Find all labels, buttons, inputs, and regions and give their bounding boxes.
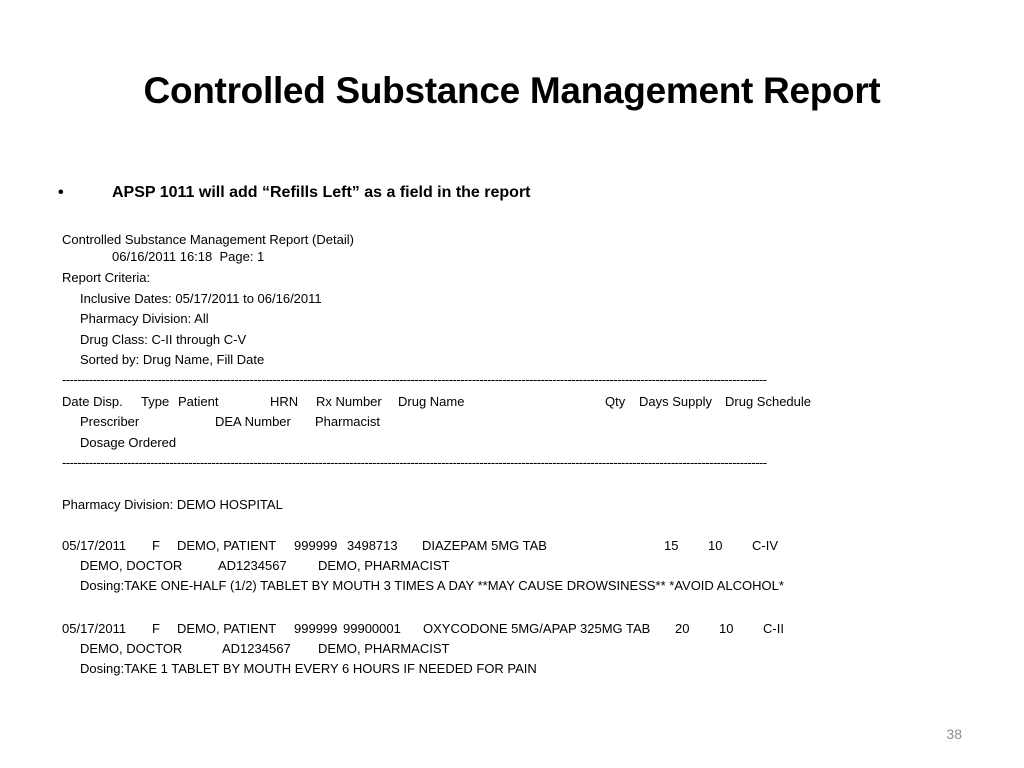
- col-rx-number: Rx Number: [316, 394, 382, 409]
- col-pharmacist: Pharmacist: [315, 414, 381, 429]
- bullet-text: APSP 1011 will add “Refills Left” as a field in the report: [112, 184, 531, 201]
- col-type: Type: [141, 394, 170, 409]
- report-heading: Controlled Substance Management Report (Detail): [62, 232, 354, 247]
- record-date: 05/17/2011: [62, 538, 127, 553]
- record-rx-number: 3498713: [347, 538, 398, 553]
- record-days-supply: 10: [708, 538, 723, 553]
- record-type: F: [152, 621, 160, 636]
- record-qty: 20: [675, 621, 690, 636]
- record-days-supply: 10: [719, 621, 734, 636]
- record-pharmacist: DEMO, PHARMACIST: [318, 641, 450, 656]
- record-dosing: Dosing:TAKE 1 TABLET BY MOUTH EVERY 6 HOURS IF NEEDED FOR PAIN: [80, 661, 537, 676]
- col-dosage-ordered: Dosage Ordered: [80, 435, 177, 450]
- bullet-dot: •: [58, 184, 64, 201]
- record-dea-number: AD1234567: [222, 641, 291, 656]
- slide-title: Controlled Substance Management Report: [143, 70, 881, 111]
- col-hrn: HRN: [270, 394, 299, 409]
- record-dosing: Dosing:TAKE ONE-HALF (1/2) TABLET BY MOUTH 3 TIMES A DAY **MAY CAUSE DROWSINESS** *AVOID ALCOHOL*: [80, 578, 784, 593]
- record-hrn: 999999: [294, 621, 338, 636]
- separator-top: ----------------------------------------------------------------------------------------------------------------------------------------------------------------------------------------: [62, 372, 767, 387]
- pharmacy-division: Pharmacy Division: DEMO HOSPITAL: [62, 497, 283, 512]
- col-date-disp: Date Disp.: [62, 394, 123, 409]
- col-prescriber: Prescriber: [80, 414, 140, 429]
- record-drug-name: OXYCODONE 5MG/APAP 325MG TAB: [423, 621, 651, 636]
- col-drug-schedule: Drug Schedule: [725, 394, 811, 409]
- report-timestamp: 06/16/2011 16:18 Page: 1: [112, 249, 265, 264]
- record-prescriber: DEMO, DOCTOR: [80, 558, 183, 573]
- criteria-dates: Inclusive Dates: 05/17/2011 to 06/16/2011: [80, 291, 322, 306]
- record-patient: DEMO, PATIENT: [177, 538, 277, 553]
- record-patient: DEMO, PATIENT: [177, 621, 277, 636]
- col-days-supply: Days Supply: [639, 394, 712, 409]
- record-prescriber: DEMO, DOCTOR: [80, 641, 183, 656]
- page-number: 38: [946, 726, 962, 742]
- col-dea-number: DEA Number: [215, 414, 291, 429]
- separator-bottom: ----------------------------------------------------------------------------------------------------------------------------------------------------------------------------------------: [62, 455, 767, 470]
- col-qty: Qty: [605, 394, 626, 409]
- record-date: 05/17/2011: [62, 621, 127, 636]
- criteria-label: Report Criteria:: [62, 270, 151, 285]
- col-drug-name: Drug Name: [398, 394, 465, 409]
- record-schedule: C-II: [763, 621, 784, 636]
- record-qty: 15: [664, 538, 679, 553]
- criteria-division: Pharmacy Division: All: [80, 311, 209, 326]
- record-type: F: [152, 538, 160, 553]
- record-pharmacist: DEMO, PHARMACIST: [318, 558, 450, 573]
- record-hrn: 999999: [294, 538, 338, 553]
- record-dea-number: AD1234567: [218, 558, 287, 573]
- criteria-drug-class: Drug Class: C-II through C-V: [80, 332, 247, 347]
- criteria-sort: Sorted by: Drug Name, Fill Date: [80, 352, 265, 367]
- record-schedule: C-IV: [752, 538, 778, 553]
- record-rx-number: 99900001: [343, 621, 401, 636]
- record-drug-name: DIAZEPAM 5MG TAB: [422, 538, 547, 553]
- col-patient: Patient: [178, 394, 219, 409]
